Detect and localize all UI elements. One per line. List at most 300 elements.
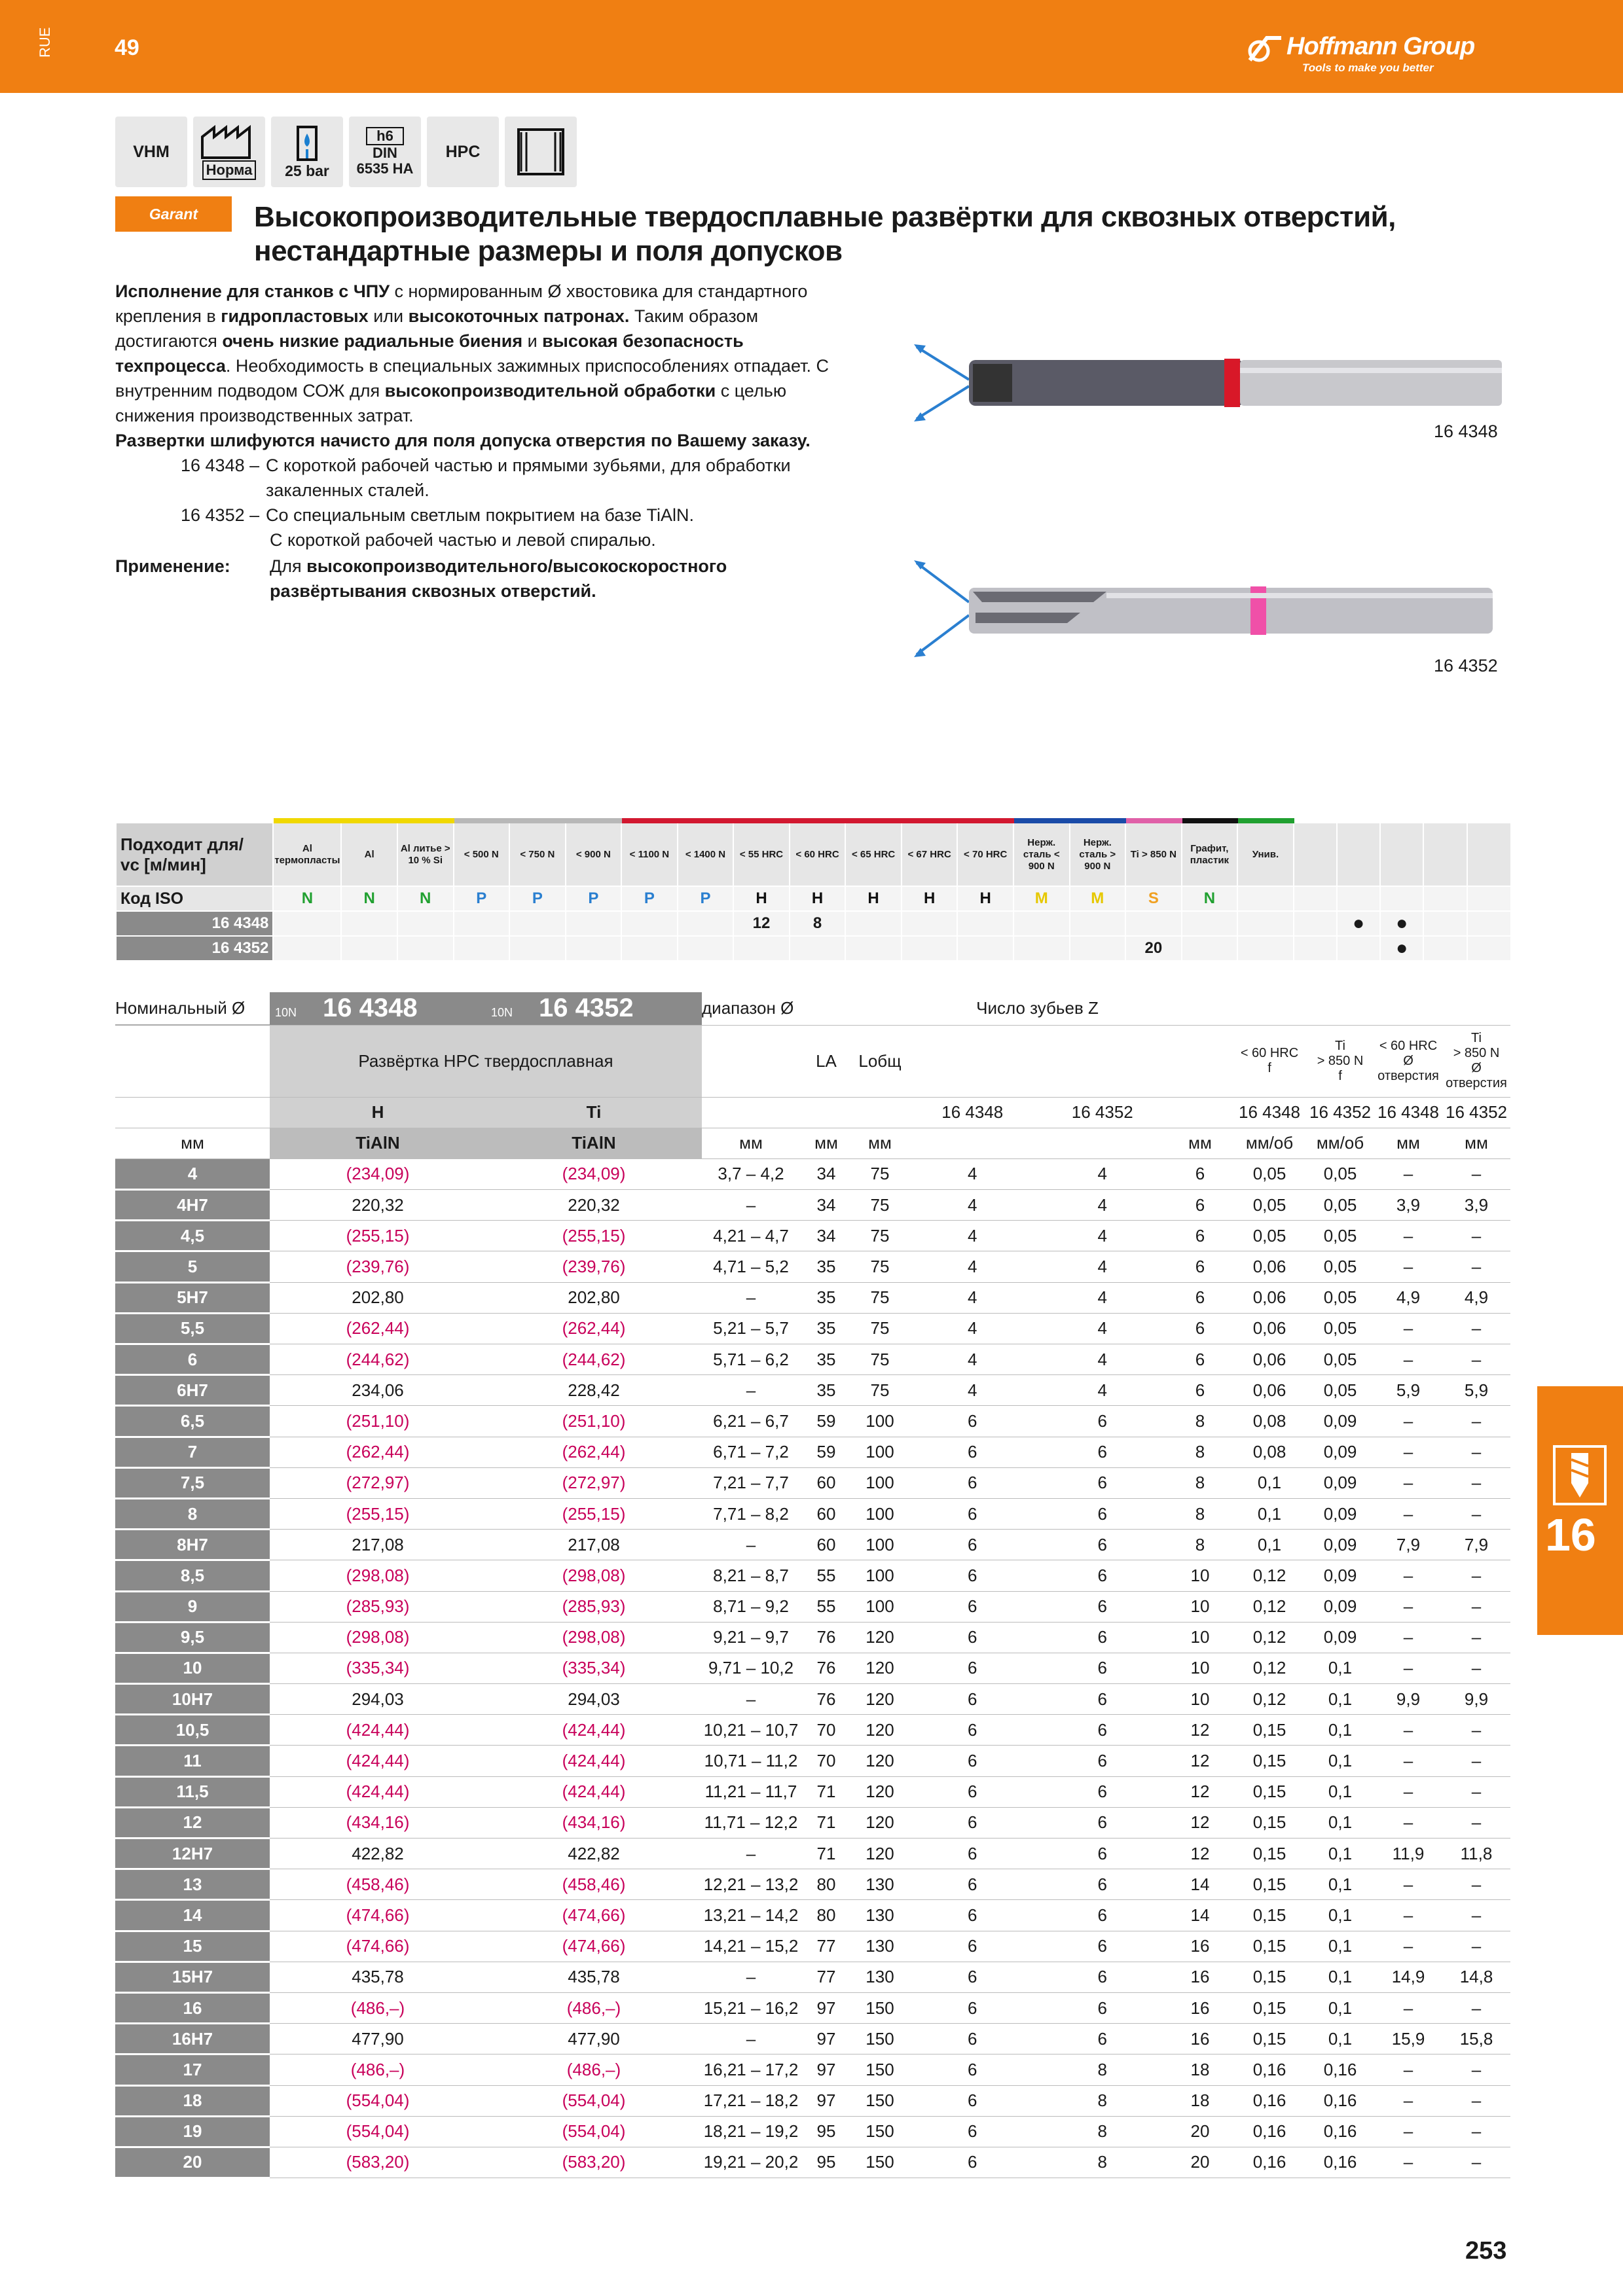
feed-164348: 0,15 xyxy=(1233,1746,1306,1776)
description-paragraph xyxy=(115,279,862,428)
hole-164352: 5,9 xyxy=(1442,1375,1510,1406)
reamer-chapter-icon xyxy=(1552,1444,1608,1507)
teeth-164348: 6 xyxy=(907,1807,1038,1838)
price-164352: (474,66) xyxy=(486,1931,702,1962)
dimensions-table xyxy=(115,992,1510,2179)
table-row xyxy=(115,1344,1510,1375)
price-164348: (474,66) xyxy=(270,1931,486,1962)
total-length: 75 xyxy=(852,1251,907,1282)
teeth-164348: 6 xyxy=(907,1776,1038,1807)
teeth-164352: 6 xyxy=(1038,1776,1168,1807)
price-164352: (424,44) xyxy=(486,1746,702,1776)
table-row xyxy=(115,1498,1510,1529)
feed-164352: 0,09 xyxy=(1306,1591,1374,1622)
total-length: 120 xyxy=(852,1622,907,1653)
feed-164348: 0,12 xyxy=(1233,1591,1306,1622)
through-hole-badge xyxy=(505,117,577,187)
nominal-diameter: 16H7 xyxy=(115,2024,270,2054)
nominal-diameter: 6H7 xyxy=(115,1375,270,1406)
table-row xyxy=(115,1776,1510,1807)
nominal-diameter: 18 xyxy=(115,2085,270,2116)
coolant-mark xyxy=(1467,936,1510,961)
hole-164348: – xyxy=(1374,2054,1442,2085)
table-row xyxy=(115,1992,1510,2023)
feed-164348: 0,1 xyxy=(1233,1467,1306,1498)
coolant-mark xyxy=(1294,911,1337,936)
feed-h-icon xyxy=(1233,992,1306,1025)
diameter-range: 10,21 – 10,7 xyxy=(702,1715,800,1746)
ti850-label xyxy=(1306,1025,1374,1097)
price-164348: (554,04) xyxy=(270,2085,486,2116)
la-length: 35 xyxy=(800,1251,852,1282)
feed-code-1: 16 4348 xyxy=(1233,1097,1306,1128)
shank-diameter: 12 xyxy=(1167,1807,1233,1838)
table-row xyxy=(115,1962,1510,1992)
hole-164352: – xyxy=(1442,2085,1510,2116)
blank-cell xyxy=(1167,1097,1233,1128)
vc-value xyxy=(845,936,902,961)
through-hole-icon xyxy=(515,126,567,178)
hole-164352: – xyxy=(1442,1498,1510,1529)
feed-ti-icon xyxy=(1306,992,1374,1025)
vc-value xyxy=(621,911,678,936)
hole-164352: 4,9 xyxy=(1442,1282,1510,1313)
feed-164352: 0,1 xyxy=(1306,1807,1374,1838)
la-length: 97 xyxy=(800,2054,852,2085)
shank-diameter: 10 xyxy=(1167,1622,1233,1653)
tolerance-standard: 6535 HA xyxy=(356,160,414,177)
hole-164348: – xyxy=(1374,1221,1442,1251)
coolant-mark: ● xyxy=(1337,911,1380,936)
hole-164352: 14,8 xyxy=(1442,1962,1510,1992)
price-164348: (474,66) xyxy=(270,1900,486,1931)
teeth-164348: 6 xyxy=(907,2116,1038,2147)
feed-164348: 0,15 xyxy=(1233,1931,1306,1962)
diameter-range: 9,21 – 9,7 xyxy=(702,1622,800,1653)
diameter-range: 16,21 – 17,2 xyxy=(702,2054,800,2085)
iso-code: N xyxy=(341,886,397,911)
vc-value xyxy=(1070,911,1126,936)
feed-label: f xyxy=(1338,1068,1342,1083)
feed-164352: 0,05 xyxy=(1306,1221,1374,1251)
teeth-164352: 6 xyxy=(1038,1746,1168,1776)
teeth-164348: 6 xyxy=(907,2085,1038,2116)
vc-value xyxy=(509,911,566,936)
teeth-164348: 6 xyxy=(907,2054,1038,2085)
price-164352: (554,04) xyxy=(486,2116,702,2147)
vc-value xyxy=(1013,936,1070,961)
price-164348: 220,32 xyxy=(270,1190,486,1221)
total-length: 75 xyxy=(852,1190,907,1221)
teeth-164348: 6 xyxy=(907,1869,1038,1900)
teeth-164352: 4 xyxy=(1038,1375,1168,1406)
hole-164348: 7,9 xyxy=(1374,1530,1442,1560)
iso-code: P xyxy=(509,886,566,911)
feed-164348: 0,15 xyxy=(1233,1900,1306,1931)
norm-label: Норма xyxy=(202,160,257,180)
coolant-mark xyxy=(1337,936,1380,961)
material-col: Нерж. сталь > 900 N xyxy=(1070,821,1126,886)
material-col: Унив. xyxy=(1237,821,1294,886)
total-length: 100 xyxy=(852,1437,907,1467)
description xyxy=(115,279,862,603)
table-row xyxy=(115,1190,1510,1221)
feed-164352: 0,1 xyxy=(1306,2024,1374,2054)
la-length: 55 xyxy=(800,1591,852,1622)
feed-164352: 0,1 xyxy=(1306,1715,1374,1746)
feed-164352: 0,1 xyxy=(1306,1653,1374,1683)
hole-164352: – xyxy=(1442,1591,1510,1622)
teeth-164348: 6 xyxy=(907,1746,1038,1776)
price-164352: (298,08) xyxy=(486,1560,702,1591)
price-164352: (486,–) xyxy=(486,2054,702,2085)
table-row xyxy=(115,2116,1510,2147)
price-164352: (239,76) xyxy=(486,1251,702,1282)
hole-164348: – xyxy=(1374,1869,1442,1900)
shank-diameter: 12 xyxy=(1167,1746,1233,1776)
hole-164348: – xyxy=(1374,2116,1442,2147)
vc-value xyxy=(621,936,678,961)
feed-164348: 0,08 xyxy=(1233,1437,1306,1467)
diameter-range: 10,71 – 11,2 xyxy=(702,1746,800,1776)
nominal-diameter: 8 xyxy=(115,1498,270,1529)
hole-164352: – xyxy=(1442,1221,1510,1251)
nominal-diameter: 12H7 xyxy=(115,1839,270,1869)
total-length: 150 xyxy=(852,2147,907,2178)
price-164352: (244,62) xyxy=(486,1344,702,1375)
tolerance-badge xyxy=(349,117,421,187)
shank-diameter: 8 xyxy=(1167,1406,1233,1437)
vhm-label: VHM xyxy=(133,142,170,161)
price-164348: (244,62) xyxy=(270,1344,486,1375)
coolant-badge xyxy=(271,117,343,187)
la-length: 76 xyxy=(800,1622,852,1653)
vc-value xyxy=(1070,936,1126,961)
teeth-164348: 4 xyxy=(907,1344,1038,1375)
feed-164348: 0,16 xyxy=(1233,2147,1306,2178)
teeth-164352: 8 xyxy=(1038,2054,1168,2085)
iso-code: P xyxy=(566,886,622,911)
price-164352: 435,78 xyxy=(486,1962,702,1992)
teeth-164348: 4 xyxy=(907,1313,1038,1344)
feed-164352: 0,05 xyxy=(1306,1190,1374,1221)
variant-code: 16 4348 – xyxy=(181,456,260,475)
material-col: < 750 N xyxy=(509,821,566,886)
price-164348: (239,76) xyxy=(270,1251,486,1282)
price-164348: 477,90 xyxy=(270,2024,486,2054)
price-164348: (434,16) xyxy=(270,1807,486,1838)
total-length: 100 xyxy=(852,1467,907,1498)
feed-164352: 0,09 xyxy=(1306,1530,1374,1560)
price-164348: (298,08) xyxy=(270,1560,486,1591)
application-bold: высокопроизводительного/высокоскоростного развёртывания сквозных отверстий. xyxy=(270,556,727,601)
price-164348: (486,–) xyxy=(270,1992,486,2023)
la-label: LA xyxy=(800,1025,852,1097)
nominal-diameter: 9,5 xyxy=(115,1622,270,1653)
teeth-164352: 6 xyxy=(1038,1931,1168,1962)
teeth-label: Число зубьев Z xyxy=(907,992,1167,1025)
teeth-164348: 6 xyxy=(907,2147,1038,2178)
la-length: 34 xyxy=(800,1158,852,1189)
price-164348: 217,08 xyxy=(270,1530,486,1560)
total-length: 100 xyxy=(852,1560,907,1591)
coolant-mark: ● xyxy=(1380,936,1423,961)
product-name: Развёртка HPC твердосплавная xyxy=(270,1025,702,1097)
feed-code-2: 16 4352 xyxy=(1306,1097,1374,1128)
vc-value xyxy=(341,911,397,936)
price-164352: (486,–) xyxy=(486,1992,702,2023)
teeth-164352: 6 xyxy=(1038,1560,1168,1591)
hpc-badge xyxy=(427,117,499,187)
teeth-164352: 6 xyxy=(1038,1622,1168,1653)
strength-limit: > 850 N xyxy=(1453,1046,1500,1060)
teeth-164348: 6 xyxy=(907,1839,1038,1869)
price-164348: (486,–) xyxy=(270,2054,486,2085)
price-164352: (234,09) xyxy=(486,1158,702,1189)
diameter-range: – xyxy=(702,1684,800,1715)
code-164348-header xyxy=(270,992,486,1025)
diameter-range: 6,21 – 6,7 xyxy=(702,1406,800,1437)
hole-164348: – xyxy=(1374,1807,1442,1838)
feed-164348: 0,12 xyxy=(1233,1622,1306,1653)
vc-value xyxy=(1182,911,1238,936)
la-length: 76 xyxy=(800,1684,852,1715)
blank-cell xyxy=(115,1025,270,1097)
hole-164348: – xyxy=(1374,1715,1442,1746)
diameter-range: – xyxy=(702,1530,800,1560)
hole-164352: – xyxy=(1442,1869,1510,1900)
table-row xyxy=(115,1684,1510,1715)
page-number: 253 xyxy=(1465,2237,1507,2265)
total-length: 150 xyxy=(852,1992,907,2023)
feed-164352: 0,1 xyxy=(1306,1746,1374,1776)
hole-164352: 3,9 xyxy=(1442,1190,1510,1221)
hole-164348: 5,9 xyxy=(1374,1375,1442,1406)
price-164352: (285,93) xyxy=(486,1591,702,1622)
feed-164352: 0,1 xyxy=(1306,1992,1374,2023)
variant-text-cont: С короткой рабочей частью и левой спиралью. xyxy=(270,530,656,550)
nominal-diameter: 20 xyxy=(115,2147,270,2178)
teeth-164348: 6 xyxy=(907,1467,1038,1498)
material-col: Графит, пластик xyxy=(1182,821,1238,886)
vc-value xyxy=(957,911,1013,936)
la-length: 35 xyxy=(800,1375,852,1406)
shank-diameter: 6 xyxy=(1167,1251,1233,1282)
total-length: 150 xyxy=(852,2024,907,2054)
price-164348: (262,44) xyxy=(270,1313,486,1344)
table-row xyxy=(115,1530,1510,1560)
feed-164352: 0,05 xyxy=(1306,1344,1374,1375)
hole-164348: – xyxy=(1374,1560,1442,1591)
price-164348: 202,80 xyxy=(270,1282,486,1313)
image-caption-164352: 16 4352 xyxy=(1434,656,1498,675)
teeth-164352: 4 xyxy=(1038,1158,1168,1189)
teeth-164352: 6 xyxy=(1038,1653,1168,1683)
price-164352: 422,82 xyxy=(486,1839,702,1869)
price-164348: 435,78 xyxy=(270,1962,486,1992)
shank-diameter: 6 xyxy=(1167,1313,1233,1344)
total-length: 120 xyxy=(852,1776,907,1807)
vc-value xyxy=(273,911,341,936)
hole-164352: – xyxy=(1442,1992,1510,2023)
feed-164352: 0,1 xyxy=(1306,1962,1374,1992)
code-prefix: 10N xyxy=(491,1006,513,1020)
diameter-range: 4,71 – 5,2 xyxy=(702,1251,800,1282)
teeth-164348: 4 xyxy=(907,1375,1038,1406)
total-length: 120 xyxy=(852,1715,907,1746)
coolant-mark xyxy=(1467,911,1510,936)
feed-164352: 0,09 xyxy=(1306,1560,1374,1591)
material-col: < 55 HRC xyxy=(733,821,790,886)
diameter-range: 19,21 – 20,2 xyxy=(702,2147,800,2178)
hole-label: Ø отверстия xyxy=(1446,1061,1507,1090)
page-title xyxy=(254,200,1498,268)
unit-mm: мм xyxy=(1167,1128,1233,1158)
teeth-164352: 8 xyxy=(1038,2116,1168,2147)
blank-cell xyxy=(702,1025,800,1097)
nominal-diameter: 15H7 xyxy=(115,1962,270,1992)
price-164352: (251,10) xyxy=(486,1406,702,1437)
vc-value xyxy=(454,911,510,936)
table-row xyxy=(115,1313,1510,1344)
blank-cell xyxy=(1294,886,1337,911)
diameter-range: 4,21 – 4,7 xyxy=(702,1221,800,1251)
code-164352-header xyxy=(486,992,702,1025)
la-length: 97 xyxy=(800,2085,852,2116)
diameter-range: – xyxy=(702,1962,800,1992)
desc-bold: очень низкие радиальные биения xyxy=(222,331,523,351)
nominal-diameter: 5H7 xyxy=(115,1282,270,1313)
shank-diameter: 12 xyxy=(1167,1776,1233,1807)
price-164348: (262,44) xyxy=(270,1437,486,1467)
nominal-diameter: 6 xyxy=(115,1344,270,1375)
total-length: 120 xyxy=(852,1684,907,1715)
hole-164352: – xyxy=(1442,1158,1510,1189)
blank-cell xyxy=(907,1128,1167,1158)
iso-code: N xyxy=(1182,886,1238,911)
price-164348: (424,44) xyxy=(270,1746,486,1776)
vc-value xyxy=(454,936,510,961)
drop-oil-icon xyxy=(1294,821,1337,886)
price-164352: (424,44) xyxy=(486,1715,702,1746)
price-164352: (474,66) xyxy=(486,1900,702,1931)
la-length: 34 xyxy=(800,1221,852,1251)
hole-164352: 7,9 xyxy=(1442,1530,1510,1560)
hole-ti-icon xyxy=(1442,992,1510,1025)
price-164352: (298,08) xyxy=(486,1622,702,1653)
desc-text: с целью снижения производственных затрат. xyxy=(115,381,787,425)
table-row xyxy=(115,1282,1510,1313)
hole-164352: 11,8 xyxy=(1442,1839,1510,1869)
la-length: 70 xyxy=(800,1746,852,1776)
feed-164352: 0,09 xyxy=(1306,1437,1374,1467)
tolerance-class: h6 xyxy=(366,127,404,145)
shank-diameter: 16 xyxy=(1167,1931,1233,1962)
teeth-164348: 6 xyxy=(907,1530,1038,1560)
factory-icon xyxy=(200,124,259,160)
total-length: 75 xyxy=(852,1344,907,1375)
price-164348: (554,04) xyxy=(270,2116,486,2147)
unit-mm: мм xyxy=(1442,1128,1510,1158)
hole-164352: – xyxy=(1442,1931,1510,1962)
material-col: < 65 HRC xyxy=(845,821,902,886)
table-row xyxy=(115,1251,1510,1282)
total-length: 100 xyxy=(852,1530,907,1560)
shank-icon xyxy=(1167,992,1233,1025)
blank-cell xyxy=(1423,886,1467,911)
teeth-code-1: 16 4348 xyxy=(907,1097,1038,1128)
hole-164348: – xyxy=(1374,1158,1442,1189)
feed-164348: 0,15 xyxy=(1233,1839,1306,1869)
hole-164348: 3,9 xyxy=(1374,1190,1442,1221)
table-row xyxy=(115,1746,1510,1776)
la-length: 77 xyxy=(800,1931,852,1962)
price-164348: (335,34) xyxy=(270,1653,486,1683)
price-164348: (424,44) xyxy=(270,1715,486,1746)
hole-164348: – xyxy=(1374,1931,1442,1962)
price-164348: (424,44) xyxy=(270,1776,486,1807)
total-length: 130 xyxy=(852,1869,907,1900)
teeth-164352: 4 xyxy=(1038,1282,1168,1313)
shank-diameter: 20 xyxy=(1167,2116,1233,2147)
shank-diameter: 18 xyxy=(1167,2054,1233,2085)
hole-code-1: 16 4348 xyxy=(1374,1097,1442,1128)
hrc-limit: < 60 HRC xyxy=(1379,1038,1438,1053)
vc-value xyxy=(273,936,341,961)
hole-164348: – xyxy=(1374,1437,1442,1467)
price-164352: 217,08 xyxy=(486,1530,702,1560)
application xyxy=(115,554,862,603)
vc-value xyxy=(397,911,454,936)
desc-text: и xyxy=(522,331,543,351)
hole-164352: – xyxy=(1442,1344,1510,1375)
price-164352: 220,32 xyxy=(486,1190,702,1221)
coolant-mark xyxy=(1423,936,1467,961)
hole-164348: – xyxy=(1374,1746,1442,1776)
nominal-diameter: 4,5 xyxy=(115,1221,270,1251)
vc-value xyxy=(733,936,790,961)
shank-diameter: 20 xyxy=(1167,2147,1233,2178)
table-row xyxy=(115,1437,1510,1467)
diameter-range: – xyxy=(702,2024,800,2054)
feed-164352: 0,16 xyxy=(1306,2116,1374,2147)
teeth-164348: 6 xyxy=(907,1591,1038,1622)
teeth-164352: 4 xyxy=(1038,1313,1168,1344)
suit-head-line1: Подходит для/ xyxy=(120,834,244,854)
teeth-164348: 4 xyxy=(907,1158,1038,1189)
table-row xyxy=(115,1406,1510,1437)
vc-value xyxy=(790,936,846,961)
vc-value xyxy=(1125,911,1182,936)
blank-cell xyxy=(1380,886,1423,911)
vhm-badge xyxy=(115,117,187,187)
desc-bold: высокопроизводительной обработки xyxy=(384,381,716,401)
feed-164348: 0,12 xyxy=(1233,1653,1306,1683)
desc-bold: высокоточных патронах. xyxy=(408,306,630,326)
desc-bold: высокая безопасность техпроцесса xyxy=(115,331,744,376)
nominal-diameter: 8,5 xyxy=(115,1560,270,1591)
teeth-164348: 6 xyxy=(907,1931,1038,1962)
unit-mm: мм xyxy=(800,1128,852,1158)
table-row xyxy=(115,1560,1510,1591)
la-length: 35 xyxy=(800,1344,852,1375)
feed-164348: 0,16 xyxy=(1233,2116,1306,2147)
material-col: < 67 HRC xyxy=(902,821,958,886)
brand-tagline: Tools to make you better xyxy=(1302,62,1434,74)
suit-head-line2: vc [м/мин] xyxy=(120,854,206,874)
iso-code: N xyxy=(273,886,341,911)
price-164348: (255,15) xyxy=(270,1498,486,1529)
